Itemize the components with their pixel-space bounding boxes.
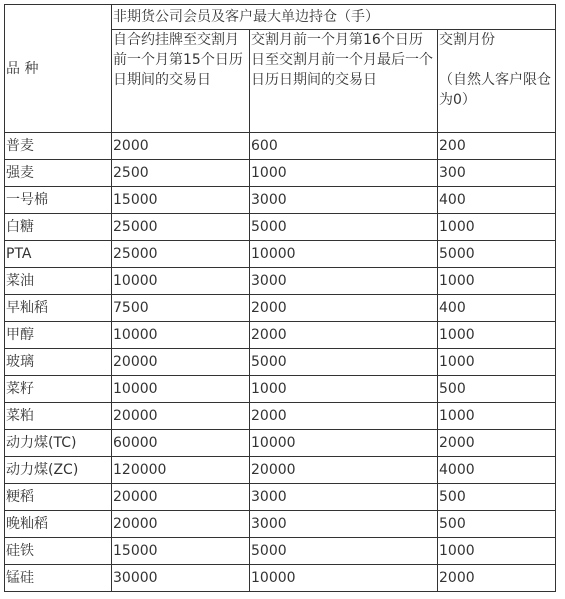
table-row [5, 241, 556, 268]
limit-period-1-cell: 15000 [112, 538, 250, 565]
variety-cell: 甲醇 [5, 322, 112, 349]
limit-period-2-cell: 3000 [250, 484, 438, 511]
table-row [5, 295, 556, 322]
variety-cell: PTA [5, 241, 112, 268]
table-row [5, 322, 556, 349]
table-body [5, 5, 556, 592]
limit-period-2-cell: 3000 [250, 187, 438, 214]
limit-period-1-cell: 20000 [112, 403, 250, 430]
variety-cell: 早籼稻 [5, 295, 112, 322]
table-row [5, 511, 556, 538]
limit-delivery-month-cell: 1000 [438, 538, 556, 565]
limit-period-2-cell: 5000 [250, 538, 438, 565]
limit-delivery-month-cell: 500 [438, 484, 556, 511]
limit-period-1-cell: 25000 [112, 214, 250, 241]
variety-cell: 晚籼稻 [5, 511, 112, 538]
variety-cell: 动力煤(ZC) [5, 457, 112, 484]
limit-period-1-cell: 120000 [112, 457, 250, 484]
table-row [5, 133, 556, 160]
limit-period-2-cell: 5000 [250, 349, 438, 376]
limit-delivery-month-cell: 5000 [438, 241, 556, 268]
limit-period-1-cell: 10000 [112, 268, 250, 295]
limit-delivery-month-cell: 2000 [438, 430, 556, 457]
limit-period-2-cell: 3000 [250, 268, 438, 295]
table-row [5, 565, 556, 592]
table-row [5, 214, 556, 241]
limit-period-1-cell: 30000 [112, 565, 250, 592]
limit-period-2-cell: 2000 [250, 403, 438, 430]
table-row [5, 268, 556, 295]
limit-period-1-cell: 15000 [112, 187, 250, 214]
header-period-3 [438, 30, 556, 133]
limit-period-1-cell: 25000 [112, 241, 250, 268]
variety-cell: 普麦 [5, 133, 112, 160]
position-limit-table [4, 4, 556, 592]
limit-delivery-month-cell: 1000 [438, 214, 556, 241]
limit-delivery-month-cell: 300 [438, 160, 556, 187]
limit-delivery-month-cell: 500 [438, 376, 556, 403]
limit-delivery-month-cell: 400 [438, 295, 556, 322]
header-period-3-note: （自然人客户限仓为0） [439, 72, 551, 108]
limit-period-2-cell: 2000 [250, 295, 438, 322]
variety-cell: 一号棉 [5, 187, 112, 214]
variety-cell: 锰硅 [5, 565, 112, 592]
table-row [5, 457, 556, 484]
limit-period-1-cell: 7500 [112, 295, 250, 322]
table-row [5, 160, 556, 187]
limit-delivery-month-cell: 1000 [438, 322, 556, 349]
limit-period-1-cell: 2500 [112, 160, 250, 187]
variety-cell: 菜粕 [5, 403, 112, 430]
limit-period-1-cell: 20000 [112, 349, 250, 376]
header-period-1: 自合约挂牌至交割月前一个月第15个日历日期间的交易日 [112, 30, 250, 133]
header-period-3-title: 交割月份 [439, 32, 495, 48]
header-variety: 品 种 [5, 5, 112, 133]
limit-period-2-cell: 10000 [250, 430, 438, 457]
limit-delivery-month-cell: 1000 [438, 349, 556, 376]
table-row [5, 187, 556, 214]
limit-period-1-cell: 20000 [112, 511, 250, 538]
variety-cell: 玻璃 [5, 349, 112, 376]
table-row [5, 538, 556, 565]
variety-cell: 强麦 [5, 160, 112, 187]
limit-delivery-month-cell: 500 [438, 511, 556, 538]
limit-period-2-cell: 1000 [250, 160, 438, 187]
limit-period-2-cell: 5000 [250, 214, 438, 241]
limit-period-2-cell: 1000 [250, 376, 438, 403]
limit-period-1-cell: 10000 [112, 322, 250, 349]
table-row [5, 376, 556, 403]
limit-period-1-cell: 60000 [112, 430, 250, 457]
header-period-3-spacer [439, 50, 554, 70]
limit-period-2-cell: 2000 [250, 322, 438, 349]
limit-period-2-cell: 600 [250, 133, 438, 160]
limit-period-1-cell: 20000 [112, 484, 250, 511]
limit-delivery-month-cell: 200 [438, 133, 556, 160]
limit-period-2-cell: 20000 [250, 457, 438, 484]
variety-cell: 菜籽 [5, 376, 112, 403]
header-period-2: 交割月前一个月第16个日历日至交割月前一个月最后一个日历日期间的交易日 [250, 30, 438, 133]
header-group: 非期货公司会员及客户最大单边持仓（手） [112, 5, 556, 30]
variety-cell: 粳稻 [5, 484, 112, 511]
limit-delivery-month-cell: 400 [438, 187, 556, 214]
limit-delivery-month-cell: 2000 [438, 565, 556, 592]
table-row [5, 349, 556, 376]
limit-delivery-month-cell: 4000 [438, 457, 556, 484]
limit-period-2-cell: 3000 [250, 511, 438, 538]
table-row [5, 403, 556, 430]
variety-cell: 白糖 [5, 214, 112, 241]
variety-cell: 硅铁 [5, 538, 112, 565]
variety-cell: 菜油 [5, 268, 112, 295]
limit-period-1-cell: 10000 [112, 376, 250, 403]
limit-period-2-cell: 10000 [250, 565, 438, 592]
variety-cell: 动力煤(TC) [5, 430, 112, 457]
limit-period-2-cell: 10000 [250, 241, 438, 268]
header-row-group [5, 5, 556, 30]
limit-delivery-month-cell: 1000 [438, 403, 556, 430]
limit-delivery-month-cell: 1000 [438, 268, 556, 295]
limit-period-1-cell: 2000 [112, 133, 250, 160]
table-row [5, 430, 556, 457]
table-row [5, 484, 556, 511]
